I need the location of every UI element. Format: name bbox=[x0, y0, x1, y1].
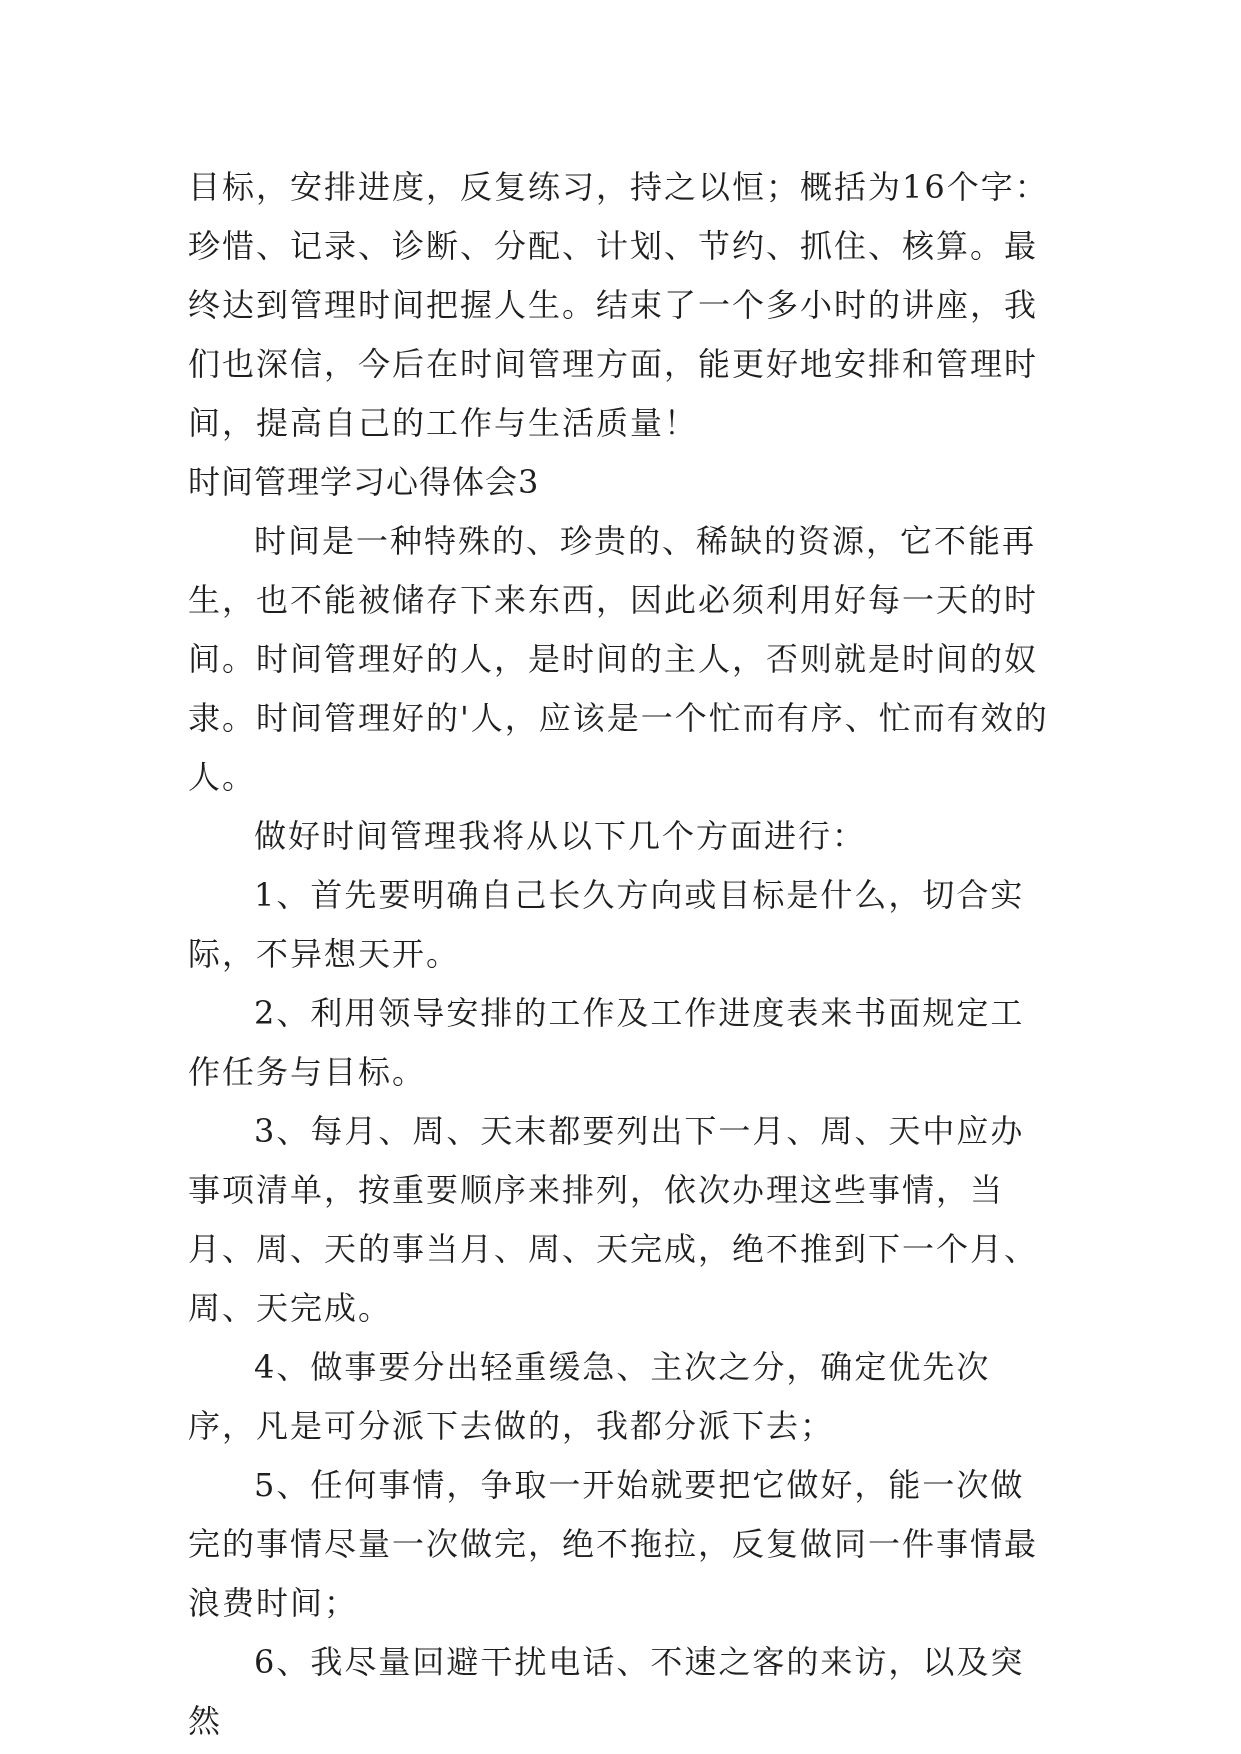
document-body bbox=[188, 158, 1058, 1751]
paragraph-lead-in: 做好时间管理我将从以下几个方面进行： bbox=[254, 817, 867, 855]
list-item-5: 5、任何事情，争取一开始就要把它做好，能一次做完的事情尽量一次做完，绝不拖拉，反复做同一件事情最浪费时间； bbox=[188, 1466, 1039, 1622]
list-item-2: 2、利用领导安排的工作及工作进度表来书面规定工作任务与目标。 bbox=[188, 994, 1025, 1091]
paragraph-continuation: 目标，安排进度，反复练习，持之以恒；概括为16个字：珍惜、记录、诊断、分配、计划、节约、抓住、核算。最终达到管理时间把握人生。结束了一个多小时的讲座，我们也深信，今后在时间管理方面，能更好地安排和管理时间，提高自己的工作与生活质量！ bbox=[188, 168, 1049, 442]
list-item-4: 4、做事要分出轻重缓急、主次之分，确定优先次序，凡是可分派下去做的，我都分派下去； bbox=[188, 1348, 991, 1445]
list-item-3: 3、每月、周、天末都要列出下一月、周、天中应办事项清单，按重要顺序来排列，依次办理这些事情，当月、周、天的事当月、周、天完成，绝不推到下一个月、周、天完成。 bbox=[188, 1112, 1039, 1327]
section-heading: 时间管理学习心得体会3 bbox=[188, 463, 540, 501]
list-item-6: 6、我尽量回避干扰电话、不速之客的来访，以及突然 bbox=[188, 1643, 1025, 1740]
list-item-1: 1、首先要明确自己长久方向或目标是什么，切合实际，不异想天开。 bbox=[188, 876, 1025, 973]
paragraph-intro: 时间是一种特殊的、珍贵的、稀缺的资源，它不能再生，也不能被储存下来东西，因此必须利用好每一天的时间。时间管理好的人，是时间的主人，否则就是时间的奴隶。时间管理好的'人，应该是一个忙而有序、忙而有效的人。 bbox=[188, 522, 1049, 796]
